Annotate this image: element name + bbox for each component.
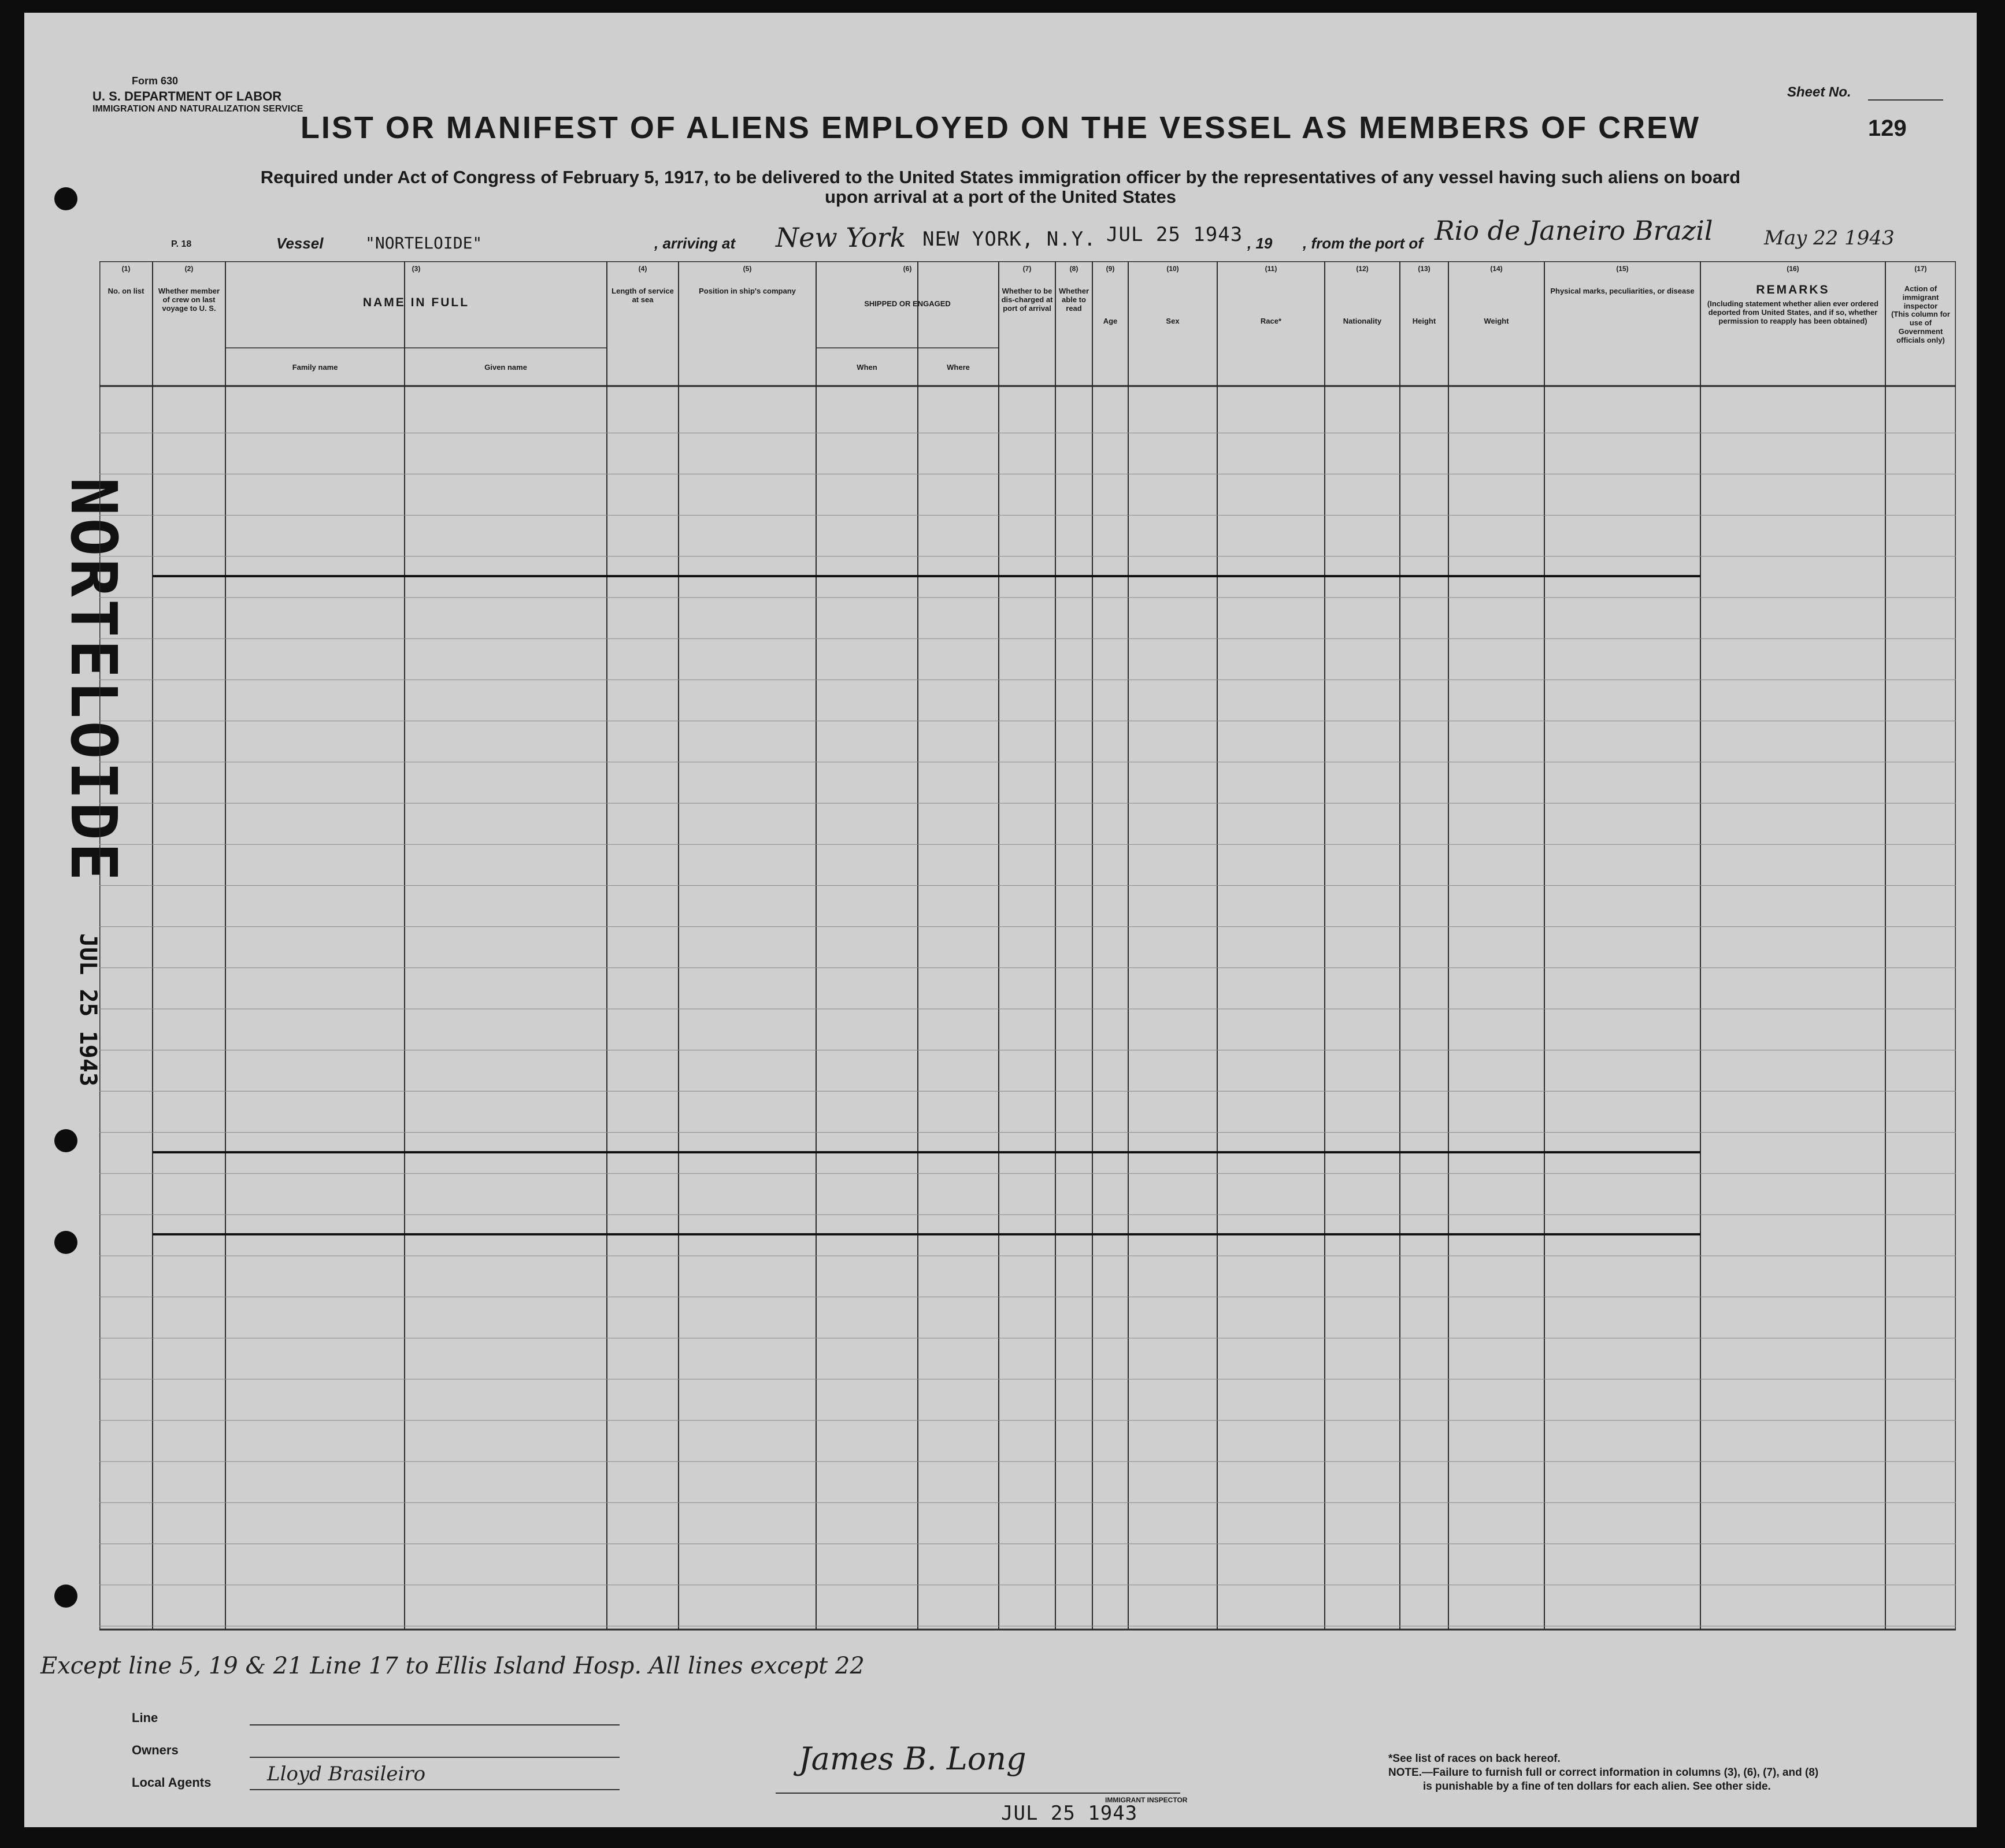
manifest-table-grid	[99, 261, 1956, 1642]
vessel-name: "NORTELOIDE"	[365, 233, 483, 253]
column-header: Whether able to read	[1059, 287, 1089, 313]
strike-through-line	[153, 1233, 1700, 1235]
column-number: (12)	[1356, 265, 1369, 273]
p-reference: P. 18	[171, 239, 192, 249]
column-header: NAME IN FULL	[362, 296, 470, 309]
column-header: No. on list	[108, 287, 144, 295]
punch-hole	[54, 1584, 77, 1608]
column-subheader: (This column for use of Government officials only)	[1891, 310, 1950, 344]
subtitle-line-1: Required under Act of Congress of February 5, 1917, to be delivered to the United States immigration officer by the representatives of any vessel having such aliens on board	[260, 167, 1741, 187]
department-name: U. S. DEPARTMENT OF LABOR	[92, 89, 282, 103]
from-port-label: , from the port of	[1303, 235, 1423, 252]
departure-date: May 22 1943	[1764, 227, 1895, 250]
arriving-port-handwritten: New York	[776, 222, 906, 253]
manifest-sheet	[24, 13, 1977, 1827]
punch-hole	[54, 187, 77, 210]
inspection-date-stamp: JUL 25 1943	[1001, 1802, 1138, 1825]
column-number: (6)	[903, 265, 912, 273]
local-agents-value: Lloyd Brasileiro	[267, 1762, 426, 1786]
service-name: IMMIGRATION AND NATURALIZATION SERVICE	[92, 104, 303, 114]
inspector-signature: James B. Long	[799, 1741, 1026, 1777]
column-number: (5)	[743, 265, 752, 273]
sheet-number-label: Sheet No.	[1787, 84, 1851, 100]
local-agents-label: Local Agents	[132, 1775, 212, 1790]
column-number: (10)	[1166, 265, 1179, 273]
penalty-note-1: NOTE.—Failure to furnish full or correct information in columns (3), (6), (7), and (8)	[1388, 1767, 1819, 1779]
line-field	[250, 1724, 620, 1725]
column-header: Weight	[1484, 317, 1509, 325]
year-suffix: , 19	[1247, 235, 1273, 252]
column-number: (2)	[184, 265, 194, 273]
column-number: (7)	[1022, 265, 1032, 273]
column-number: (17)	[1914, 265, 1927, 273]
departure-port: Rio de Janeiro Brazil	[1435, 215, 1713, 246]
punch-hole	[54, 1129, 77, 1152]
sheet-number-line	[1868, 99, 1943, 101]
penalty-note-2: is punishable by a fine of ten dollars for each alien. See other side.	[1423, 1780, 1771, 1793]
manifest-title: LIST OR MANIFEST OF ALIENS EMPLOYED ON THE VESSEL AS MEMBERS OF CREW	[300, 110, 1701, 145]
column-header: Length of service at sea	[611, 287, 674, 304]
column-subheader: Given name	[484, 363, 527, 372]
column-number: (8)	[1069, 265, 1079, 273]
owners-field	[250, 1757, 620, 1758]
punch-hole	[54, 1231, 77, 1254]
owners-label: Owners	[132, 1743, 179, 1757]
inspector-label: IMMIGRANT INSPECTOR	[1105, 1796, 1188, 1804]
column-number: (11)	[1265, 265, 1277, 273]
column-header: Whether to be dis-charged at port of arrival	[1001, 287, 1053, 313]
column-header: Race*	[1260, 317, 1282, 325]
column-subheader: When	[857, 363, 877, 372]
column-header: SHIPPED OR ENGAGED	[864, 299, 951, 308]
column-header: Sex	[1166, 317, 1180, 325]
column-subheader: Family name	[292, 363, 338, 372]
column-header: Height	[1412, 317, 1436, 325]
page-number: 129	[1868, 116, 1907, 141]
column-subheader: (Including statement whether alien ever ordered deported from United States, and if so, whether permission to reapply has been obtained)	[1707, 299, 1879, 325]
column-header: Action of immigrant inspector	[1902, 284, 1939, 310]
arriving-port-stamp: NEW YORK, N.Y.	[922, 228, 1096, 251]
column-number: (13)	[1418, 265, 1430, 273]
column-header: Whether member of crew on last voyage to U. S.	[158, 287, 220, 313]
column-number: (3)	[412, 265, 421, 273]
date-margin-stamp: JUL 25 1943	[75, 933, 101, 1086]
signature-line	[776, 1793, 1180, 1794]
column-header: REMARKS	[1756, 283, 1830, 296]
races-note: *See list of races on back hereof.	[1388, 1753, 1561, 1765]
manifest-subtitle	[140, 168, 1861, 207]
arriving-label: , arriving at	[654, 235, 736, 252]
arrival-date-stamp: JUL 25 1943	[1106, 223, 1243, 246]
strike-through-line	[153, 575, 1700, 577]
subtitle-line-2: upon arrival at a port of the United States	[824, 187, 1177, 207]
form-number: Form 630	[132, 75, 179, 87]
column-number: (16)	[1787, 265, 1799, 273]
strike-through-line	[153, 1151, 1700, 1153]
line-label: Line	[132, 1710, 158, 1725]
column-number: (9)	[1106, 265, 1115, 273]
column-header: Position in ship's company	[699, 287, 796, 295]
handwritten-footnote: Except line 5, 19 & 21 Line 17 to Ellis Island Hosp. All lines except 22	[40, 1653, 865, 1679]
vessel-label: Vessel	[276, 235, 324, 252]
column-header: Physical marks, peculiarities, or disease	[1550, 287, 1695, 295]
column-header: Age	[1103, 317, 1118, 325]
column-number: (14)	[1490, 265, 1503, 273]
column-subheader: Where	[947, 363, 970, 372]
column-number: (1)	[121, 265, 131, 273]
column-header: Nationality	[1343, 317, 1382, 325]
vessel-name-margin-stamp: NORTELOIDE	[57, 477, 131, 884]
column-number: (4)	[638, 265, 647, 273]
column-number: (15)	[1616, 265, 1629, 273]
local-agents-field	[250, 1789, 620, 1790]
